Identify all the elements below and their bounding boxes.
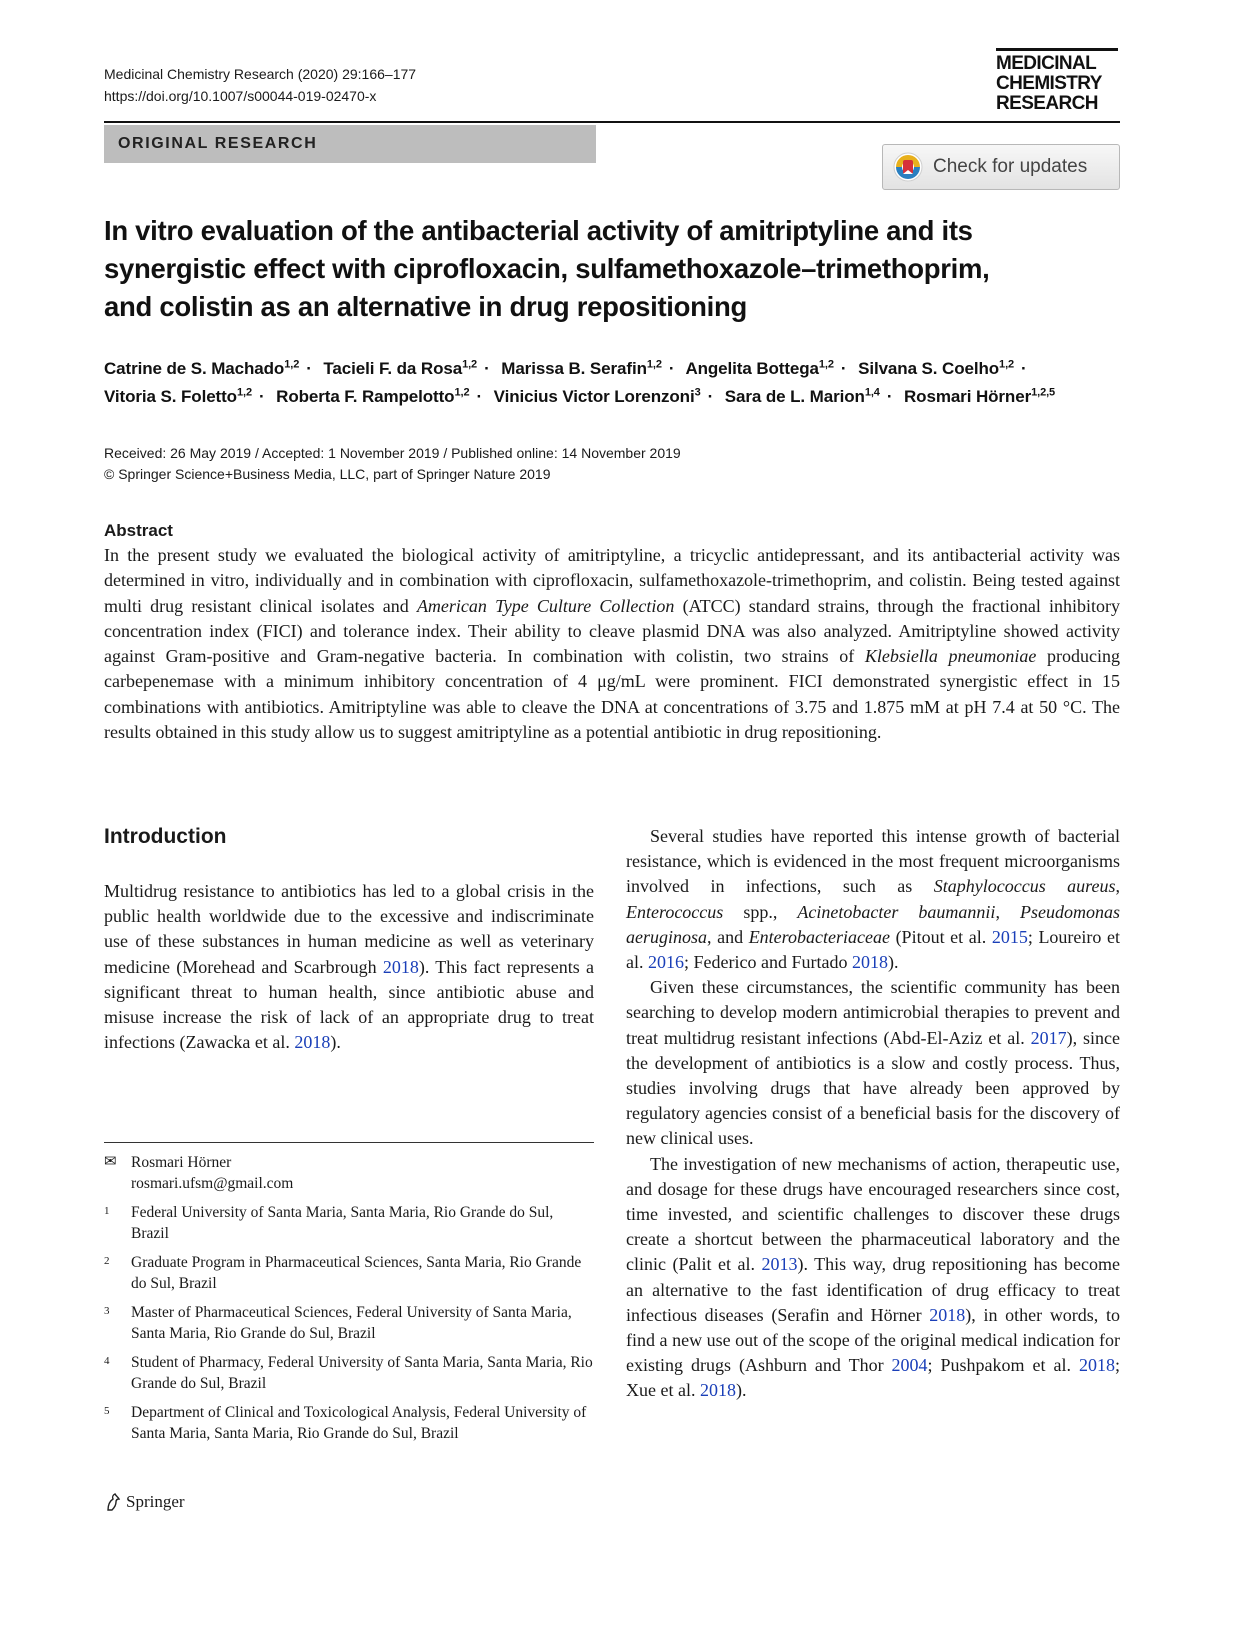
crossmark-icon (893, 152, 923, 182)
author[interactable]: Roberta F. Rampelotto$^{1,2}$ (276, 386, 470, 406)
paragraph: Given these circumstances, the scientific community has been searching to develop modern antimicrobial therapies to prevent and treat multidrug resistant infections (Abd-El-Aziz et al. 2017), since the development of antibiotics is a slow and costly process. Thus, studies involving drugs that have already been approved by regulatory agencies consist of a beneficial basis for the discovery of new clinical uses. (626, 977, 1120, 1149)
citation-link[interactable]: 2013 (761, 1254, 798, 1275)
journal-meta (104, 63, 416, 107)
logo-line-2: CHEMISTRY (996, 73, 1102, 94)
author[interactable]: Catrine de S. Machado$^{1,2}$ (104, 358, 300, 378)
citation-link[interactable]: 2018 (382, 956, 419, 977)
copyright: © Springer Science+Business Media, LLC, part of Springer Nature 2019 (104, 466, 551, 482)
author[interactable]: Tacieli F. da Rosa$^{1,2}$ (323, 358, 478, 378)
publication-dates (104, 443, 681, 485)
citation-link[interactable]: 2015 (991, 926, 1028, 947)
affiliation: 3 Master of Pharmaceutical Sciences, Federal University of Santa Maria, Santa Maria, Rio Grande do Sul, Brazil (104, 1304, 572, 1342)
corresponding-email[interactable]: rosmari.ufsm@gmail.com (131, 1174, 294, 1192)
springer-horse-icon (104, 1492, 122, 1512)
title-line: and colistin as an alternative in drug repositioning (104, 291, 747, 322)
journal-citation: Medicinal Chemistry Research (2020) 29:166–177 (104, 66, 417, 82)
abstract-body: In the present study we evaluated the biological activity of amitriptyline, a tricyclic antidepressant, and its antibacterial activity was determined in vitro, individually and in combination with ciprofloxacin, sulfamethoxazole-trimethoprim, and colistin. Being tested against multi drug resistant clinical isolates and American Type Culture Collection (ATCC) standard strains, through the fractional inhibitory concentration index (FICI) and tolerance index. Their ability to cleave plasmid DNA was also analyzed. Amitriptyline showed activity against Gram-positive and Gram-negative bacteria. In combination with colistin, two strains of Klebsiella pneumoniae producing carbepenemase with a minimum inhibitory concentration of 4 μg/mL were prominent. FICI demonstrated synergistic effect in 15 combinations with antibiotics. Amitriptyline was able to cleave the DNA at concentrations of 3.75 and 1.875 mM at pH 7.4 at 50 °C. The results obtained in this study allow us to suggest amitriptyline as a potential antibiotic in drug repositioning. (104, 545, 1120, 743)
check-updates-label: Check for updates (933, 156, 1088, 177)
section-label: ORIGINAL RESEARCH (104, 125, 596, 163)
corresponding-name: Rosmari Hörner (131, 1154, 232, 1171)
introduction-heading: Introduction (104, 825, 227, 848)
publisher-name: Springer (126, 1492, 185, 1511)
journal-logo (996, 48, 1118, 114)
citation-link[interactable]: 2017 (1030, 1027, 1067, 1048)
footnote-divider (104, 1142, 594, 1143)
title-line: synergistic effect with ciprofloxacin, sulfamethoxazole–trimethoprim, (104, 253, 990, 284)
envelope-icon: ✉ (104, 1154, 117, 1170)
right-column (626, 824, 1120, 1404)
publisher-mark (104, 1492, 185, 1512)
header-divider (104, 121, 1120, 123)
abstract-heading: Abstract (104, 521, 173, 540)
author[interactable]: Rosmari Hörner$^{1,2,5}$ (904, 386, 1056, 406)
citation-link[interactable]: 2004 (891, 1355, 928, 1376)
title-line: In vitro evaluation of the antibacterial activity of amitriptyline and its (104, 215, 973, 246)
citation-link[interactable]: 2018 (851, 952, 888, 973)
affiliation: 1 Federal University of Santa Maria, Santa Maria, Rio Grande do Sul, Brazil (104, 1204, 554, 1242)
author[interactable]: Marissa B. Serafin$^{1,2}$ (501, 358, 662, 378)
affiliation: 2 Graduate Program in Pharmaceutical Sciences, Santa Maria, Rio Grande do Sul, Brazil (104, 1254, 582, 1292)
citation-link[interactable]: 2018 (929, 1304, 966, 1325)
history-dates: Received: 26 May 2019 / Accepted: 1 November 2019 / Published online: 14 November 2019 (104, 445, 681, 461)
author[interactable]: Vinicius Victor Lorenzoni$^3$ (493, 386, 701, 406)
citation-link[interactable]: 2018 (294, 1032, 331, 1053)
left-column (104, 879, 594, 1055)
author[interactable]: Angelita Bottega$^{1,2}$ (685, 358, 834, 378)
corresponding-author (104, 1153, 594, 1194)
author[interactable]: Vitoria S. Foletto$^{1,2}$ (104, 386, 252, 406)
footnotes (104, 1153, 594, 1453)
affiliation: 4 Student of Pharmacy, Federal University of Santa Maria, Santa Maria, Rio Grande do Sul, Brazil (104, 1354, 593, 1392)
author[interactable]: Silvana S. Coelho$^{1,2}$ (858, 358, 1015, 378)
affiliation: 5 Department of Clinical and Toxicological Analysis, Federal University of Santa Maria, Santa Maria, Rio Grande do Sul, Brazil (104, 1404, 587, 1442)
doi-link[interactable]: https://doi.org/10.1007/s00044-019-02470-x (104, 88, 377, 104)
citation-link[interactable]: 2018 (1078, 1355, 1115, 1376)
paper-title (104, 212, 1114, 326)
author[interactable]: Sara de L. Marion$^{1,4}$ (724, 386, 880, 406)
logo-line-1: MEDICINAL (996, 53, 1097, 74)
author-list: Catrine de S. Machado$^{1,2}$ · Tacieli F. da Rosa$^{1,2}$ · Marissa B. Serafin$^{1,2}$ · Angelita Bottega$^{1,2}$ · Silvana S. Coelho$^{1,2}$ · Vitoria S. Foletto$^{1,2}$ · Roberta F. Rampelotto$^{1,2}$ · Vinicius Victor Lorenzoni$^3$ · Sara de L. Marion$^{1,4}$ · Rosmari Hörner$^{1,2,5}$ (104, 358, 1056, 406)
paragraph: Multidrug resistance to antibiotics has led to a global crisis in the public health worldwide due to the excessive and indiscriminate use of these substances in human medicine as well as veterinary medicine (Morehead and Scarbrough 2018). This fact represents a significant threat to human health, since antibiotic abuse and misuse increase the risk of lack of an appropriate drug to treat infections (Zawacka et al. 2018). (104, 881, 594, 1053)
paragraph: The investigation of new mechanisms of action, therapeutic use, and dosage for these drugs have encouraged researchers since cost, time invested, and scientific challenges to discover these drugs create a shortcut between the pharmaceutical laboratory and the clinic (Palit et al. 2013). This way, drug repositioning has become an alternative to the fast identification of drug efficacy to treat infectious diseases (Serafin and Hörner 2018), in other words, to find a new use out of the scope of the original medical indication for existing drugs (Ashburn and Thor 2004; Pushpakom et al. 2018; Xue et al. 2018). (626, 1153, 1120, 1401)
citation-link[interactable]: 2018 (699, 1380, 736, 1401)
logo-line-3: RESEARCH (996, 93, 1098, 114)
paragraph: Several studies have reported this intense growth of bacterial resistance, which is evidenced in the most frequent microorganisms involved in infections, such as Staphylococcus aureus, Enterococcus spp., Acinetobacter baumannii, Pseudomonas aeruginosa, and Enterobacteriaceae (Pitout et al. 2015; Loureiro et al. 2016; Federico and Furtado 2018). (626, 826, 1121, 973)
citation-link[interactable]: 2016 (648, 952, 684, 973)
check-for-updates-button[interactable] (882, 144, 1120, 190)
